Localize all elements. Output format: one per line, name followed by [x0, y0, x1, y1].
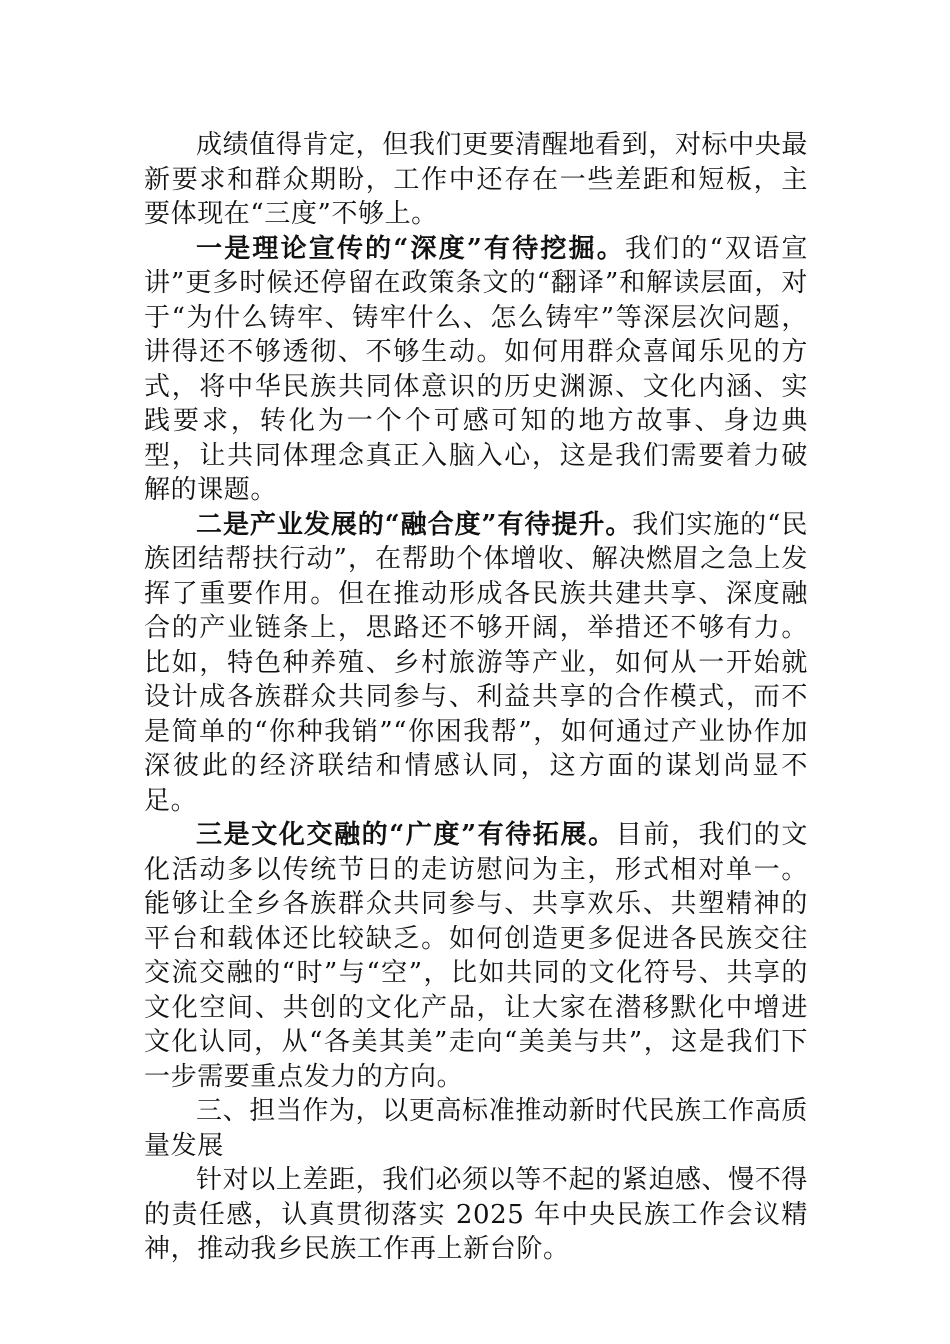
paragraph-theory-depth	[144, 232, 808, 508]
document-body	[144, 128, 808, 1267]
section-heading: 三、担当作为，以更高标准推动新时代民族工作高质量发展	[144, 1096, 808, 1161]
paragraph-intro-text: 成绩值得肯定，但我们更要清醒地看到，对标中央最新要求和群众期盼，工作中还存在一些差距和短板，主要体现在“三度”不够上。	[144, 130, 808, 229]
paragraph-theory-depth-text: 我们的“双语宣讲”更多时候还停留在政策条文的“翻译”和解读层面，对于“为什么铸牢、铸牢什么、怎么铸牢”等深层次问题，讲得还不够透彻、不够生动。如何用群众喜闻乐见的方式，将中华民族共同体意识的历史渊源、文化内涵、实践要求，转化为一个个可感可知的地方故事、身边典型，让共同体理念真正入脑入心，这是我们需要着力破解的课题。	[144, 233, 809, 505]
paragraph-industry-integration-text: 我们实施的“民族团结帮扶行动”，在帮助个体增收、解决燃眉之急上发挥了重要作用。但在推动形成各民族共建共享、深度融合的产业链条上，思路还不够开阔，举措还不够有力。比如，特色种养殖、乡村旅游等产业，如何从一开始就设计成各族群众共同参与、利益共享的合作模式，而不是简单的“你种我销”“你困我帮”，如何通过产业协作加深彼此的经济联结和情感认同，这方面的谋划尚显不足。	[144, 509, 808, 816]
paragraph-theory-depth-lead: 一是理论宣传的“深度”有待挖掘。	[196, 233, 625, 264]
paragraph-industry-integration	[144, 508, 808, 819]
paragraph-intro	[144, 128, 808, 232]
paragraph-culture-breadth-text: 目前，我们的文化活动多以传统节日的走访慰问为主，形式相对单一。能够让全乡各族群众共同参与、共享欢乐、共塑精神的平台和载体还比较缺乏。如何创造更多促进各民族交往交流交融的“时”与“空”，比如共同的文化符号、共享的文化空间、共创的文化产品，让大家在潜移默化中增进文化认同，从“各美其美”走向“美美与共”，这是我们下一步需要重点发力的方向。	[144, 820, 808, 1092]
paragraph-culture-breadth-lead: 三是文化交融的“广度”有待拓展。	[196, 820, 616, 850]
paragraph-culture-breadth	[144, 818, 808, 1094]
paragraph-industry-integration-lead: 二是产业发展的“融合度”有待提升。	[196, 509, 633, 540]
paragraph-closing: 针对以上差距，我们必须以等不起的紧迫感、慢不得的责任感，认真贯彻落实 2025 年中央民族工作会议精神，推动我乡民族工作再上新台阶。	[144, 1165, 808, 1264]
